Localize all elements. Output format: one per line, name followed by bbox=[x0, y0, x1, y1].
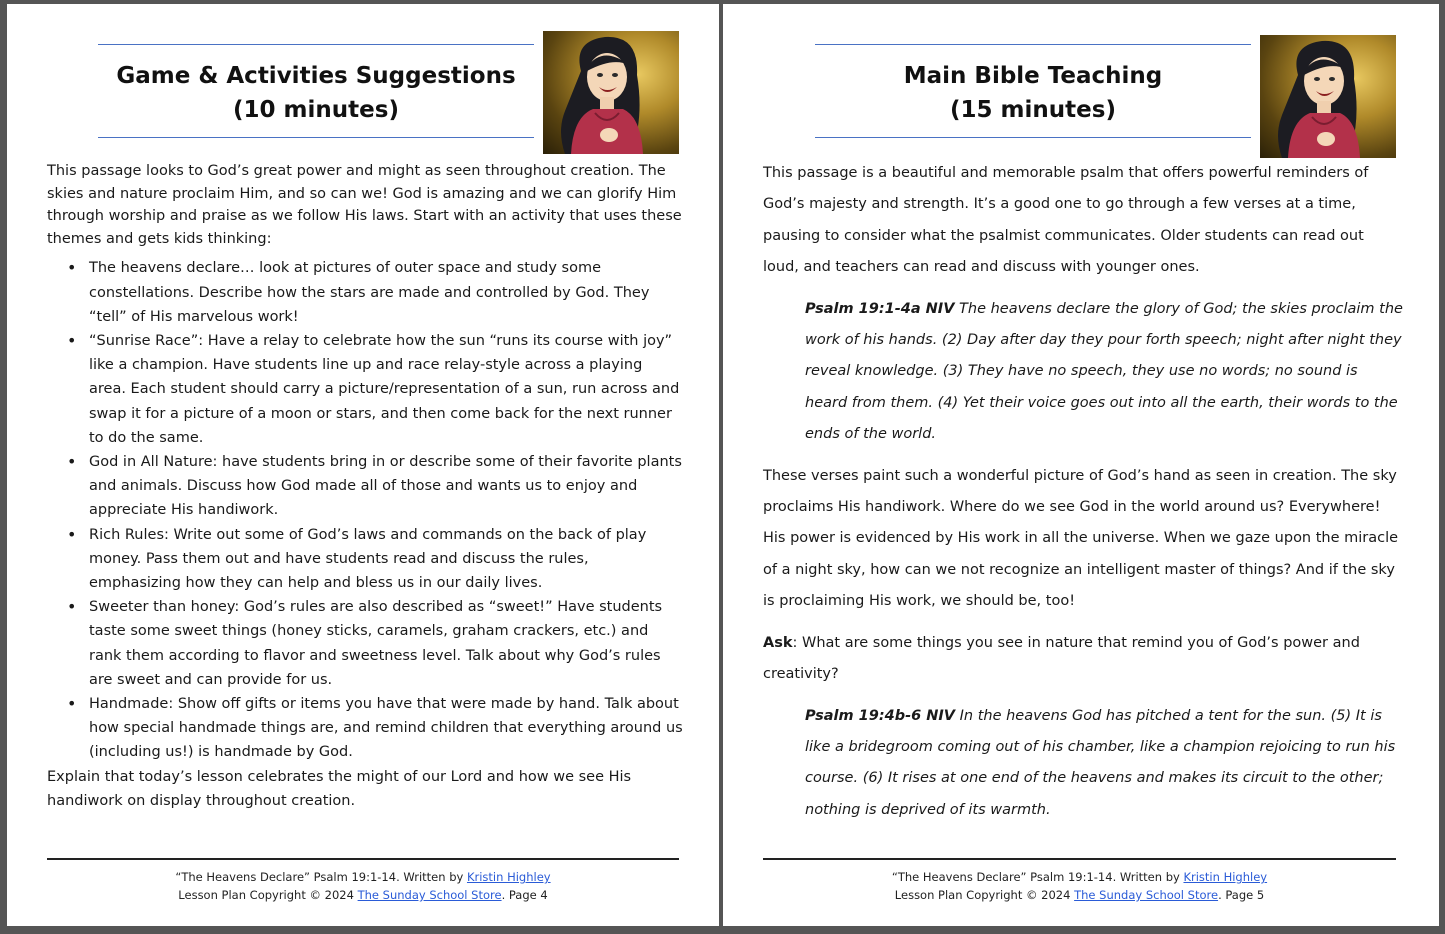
woman-cartoon-icon bbox=[543, 31, 679, 154]
page-number: . Page 5 bbox=[1218, 888, 1265, 902]
footer-text: Lesson Plan Copyright © 2024 bbox=[894, 888, 1075, 902]
scripture-reference: Psalm 19:1-4a NIV bbox=[805, 300, 955, 317]
document-page-5 bbox=[723, 4, 1439, 926]
ask-question: : What are some things you see in nature that remind you of God’s power and creativity? bbox=[763, 634, 1360, 683]
footer-line-2 bbox=[47, 886, 679, 904]
footer-text: “The Heavens Declare” Psalm 19:1-14. Written by bbox=[891, 870, 1184, 884]
header-rule-bottom bbox=[815, 137, 1251, 138]
body-content bbox=[47, 160, 683, 813]
ask-paragraph bbox=[763, 628, 1403, 691]
page-title bbox=[98, 59, 534, 127]
author-link[interactable]: Kristin Highley bbox=[1183, 870, 1268, 884]
scripture-passage-2 bbox=[805, 701, 1403, 827]
footer-line-1 bbox=[47, 868, 679, 886]
footer-line-2 bbox=[763, 886, 1396, 904]
woman-cartoon-icon bbox=[1260, 35, 1396, 158]
page-title bbox=[815, 59, 1251, 127]
header-rule-top bbox=[98, 44, 534, 45]
document-page-4 bbox=[7, 4, 719, 926]
ask-label: Ask bbox=[763, 634, 793, 651]
title-line-2: (15 minutes) bbox=[950, 97, 1116, 123]
title-line-1: Main Bible Teaching bbox=[903, 63, 1163, 89]
author-link[interactable]: Kristin Highley bbox=[466, 870, 551, 884]
page-footer bbox=[763, 868, 1396, 904]
teacher-illustration bbox=[1260, 35, 1396, 158]
list-item: • Sweeter than honey: God’s rules are also described as “sweet!” Have students taste some sweet things (honey sticks, caramels, graham crackers, etc.) and rank them according to flavor and sweetness level. Talk about why God’s rules are sweet and can provide for us. bbox=[89, 595, 683, 692]
footer-rule bbox=[47, 858, 679, 860]
footer-rule bbox=[763, 858, 1396, 860]
title-line-2: (10 minutes) bbox=[233, 97, 399, 123]
list-item: • Rich Rules: Write out some of God’s laws and commands on the back of play money. Pass them out and have students read and discuss the rules, emphasizing how they can help and bless us in our daily lives. bbox=[89, 523, 683, 596]
list-item: • The heavens declare… look at pictures of outer space and study some constellations. Describe how the stars are made and controlled by God. They “tell” of His marvelous work! bbox=[89, 256, 683, 329]
page-number: . Page 4 bbox=[501, 888, 548, 902]
scripture-text: The heavens declare the glory of God; the skies proclaim the work of his hands. (2) Day after day they pour forth speech; night after night they reveal knowledge. (3) They have no speech, they use no words; no sound is heard from them. (4) Yet their voice goes out into all the earth, their words to the ends of the world. bbox=[805, 300, 1403, 443]
explanation-paragraph: These verses paint such a wonderful picture of God’s hand as seen in creation. The sky proclaims His handiwork. Where do we see God in the world around us? Everywhere! His power is evidenced by His work in all the universe. When we gaze upon the miracle of a night sky, how can we not recognize an intelligent master of things? And if the sky is proclaiming His work, we should be, too! bbox=[763, 467, 1399, 610]
list-item: • God in All Nature: have students bring in or describe some of their favorite plants and animals. Discuss how God made all of those and wants us to enjoy and appreciate His handiwork. bbox=[89, 450, 683, 523]
teacher-illustration bbox=[543, 31, 679, 154]
scripture-reference: Psalm 19:4b-6 NIV bbox=[805, 707, 956, 724]
header-rule-bottom bbox=[98, 137, 534, 138]
activity-list bbox=[47, 256, 683, 764]
scripture-passage-1 bbox=[805, 294, 1403, 451]
list-item: • “Sunrise Race”: Have a relay to celebrate how the sun “runs its course with joy” like a champion. Have students line up and race relay-style across a playing area. Each student should carry a picture/representation of a sun, run across and swap it for a picture of a moon or stars, and then come back for the next runner to do the same. bbox=[89, 329, 683, 450]
intro-paragraph: This passage looks to God’s great power and might as seen throughout creation. The skies and nature proclaim Him, and so can we! God is amazing and we can glorify Him through worship and praise as we follow His laws. Start with an activity that uses these themes and gets kids thinking: bbox=[47, 163, 682, 247]
store-link[interactable]: The Sunday School Store bbox=[357, 888, 502, 902]
scripture-text: In the heavens God has pitched a tent for the sun. (5) It is like a bridegroom coming out of his chamber, like a champion rejoicing to run his course. (6) It rises at one end of the heavens and makes its circuit to the other; nothing is deprived of its warmth. bbox=[805, 707, 1396, 818]
intro-paragraph: This passage is a beautiful and memorable psalm that offers powerful reminders of God’s majesty and strength. It’s a good one to go through a few verses at a time, pausing to consider what the psalmist communicates. Older students can read out loud, and teachers can read and discuss with younger ones. bbox=[763, 165, 1369, 276]
body-content bbox=[763, 158, 1403, 826]
list-item: • Handmade: Show off gifts or items you have that were made by hand. Talk about how special handmade things are, and remind children that everything around us (including us!) is handmade by God. bbox=[89, 692, 683, 765]
title-line-1: Game & Activities Suggestions bbox=[116, 63, 516, 89]
store-link[interactable]: The Sunday School Store bbox=[1074, 888, 1219, 902]
closing-paragraph: Explain that today’s lesson celebrates the might of our Lord and how we see His handiwork on display throughout creation. bbox=[47, 768, 632, 809]
footer-text: “The Heavens Declare” Psalm 19:1-14. Written by bbox=[175, 870, 467, 884]
header-rule-top bbox=[815, 44, 1251, 45]
footer-text: Lesson Plan Copyright © 2024 bbox=[178, 888, 358, 902]
page-footer bbox=[47, 868, 679, 904]
footer-line-1 bbox=[763, 868, 1396, 886]
